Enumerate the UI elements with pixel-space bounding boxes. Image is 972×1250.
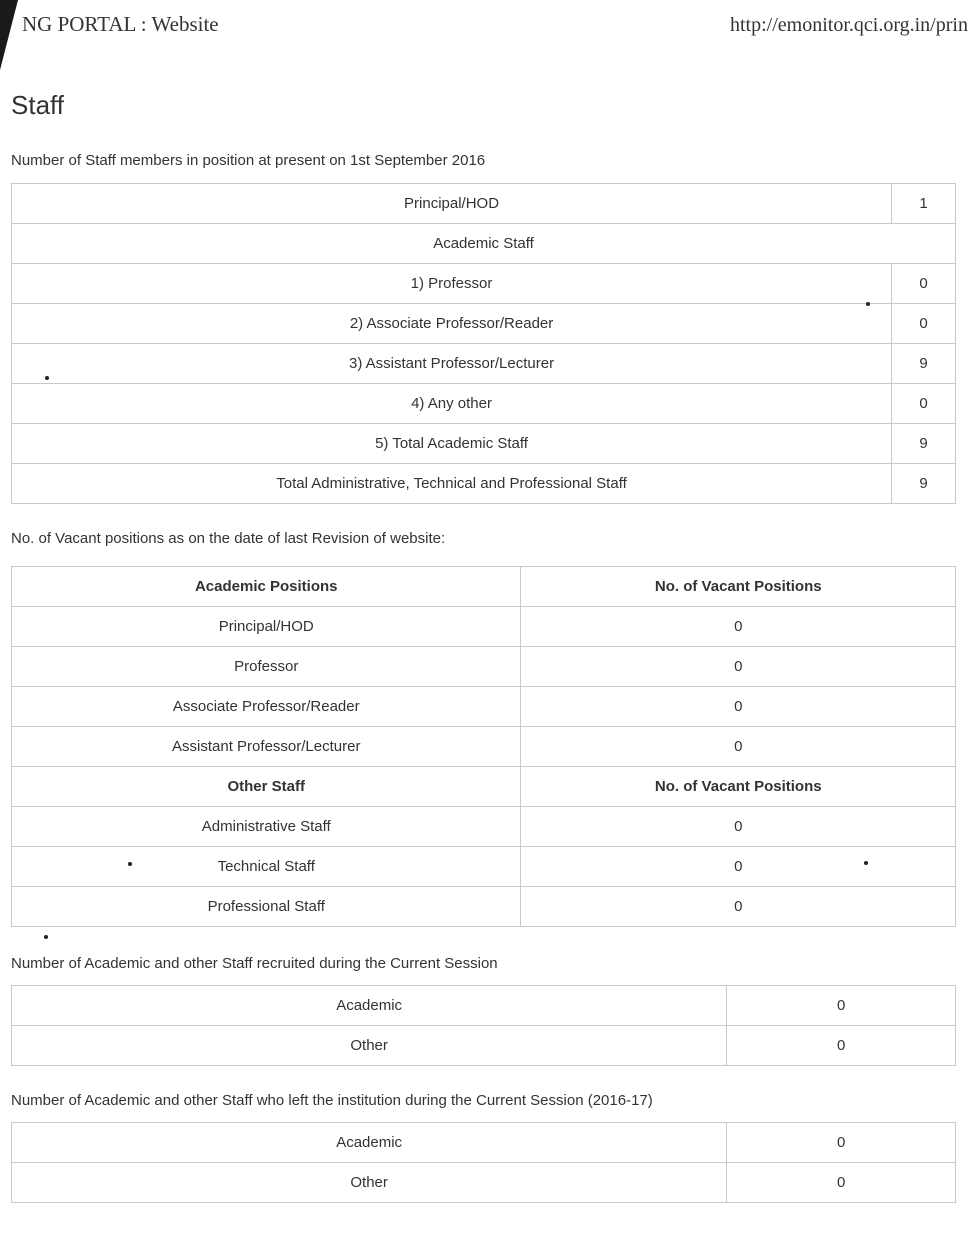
row-value: 0 bbox=[521, 687, 956, 727]
row-label: Academic bbox=[12, 1123, 727, 1163]
table-row bbox=[12, 847, 956, 887]
table-row bbox=[12, 304, 956, 344]
row-label: Academic Staff bbox=[433, 235, 534, 252]
table-header-row bbox=[12, 567, 956, 607]
row-value: 0 bbox=[892, 304, 956, 344]
scan-speck bbox=[864, 861, 868, 865]
table-row bbox=[12, 224, 956, 264]
row-label: Professional Staff bbox=[12, 887, 521, 927]
scan-speck bbox=[44, 935, 48, 939]
table-row bbox=[12, 1163, 956, 1203]
academic-positions-header: Academic Positions bbox=[12, 567, 521, 607]
vacant-positions-table bbox=[11, 566, 956, 927]
row-label: Academic bbox=[12, 986, 727, 1026]
scan-speck bbox=[45, 376, 49, 380]
left-institution-table bbox=[11, 1122, 956, 1203]
table-row bbox=[12, 264, 956, 304]
table-row bbox=[12, 464, 956, 504]
row-value: 0 bbox=[892, 384, 956, 424]
table-row bbox=[12, 887, 956, 927]
row-label: Assistant Professor/Lecturer bbox=[12, 727, 521, 767]
row-label: Technical Staff bbox=[12, 847, 521, 887]
row-value: 0 bbox=[727, 1026, 956, 1066]
recruited-caption: Number of Academic and other Staff recruited during the Current Session bbox=[11, 955, 498, 972]
scan-speck bbox=[866, 302, 870, 306]
left-institution-caption: Number of Academic and other Staff who left the institution during the Current Session (2016-17) bbox=[11, 1092, 653, 1109]
row-label: 4) Any other bbox=[12, 384, 892, 424]
row-value: 0 bbox=[727, 986, 956, 1026]
table-row bbox=[12, 1026, 956, 1066]
table-header-row bbox=[12, 767, 956, 807]
header-portal-text: NG PORTAL : Website bbox=[22, 12, 219, 36]
row-label: 1) Professor bbox=[12, 264, 892, 304]
row-label: Professor bbox=[12, 647, 521, 687]
row-value: 0 bbox=[727, 1163, 956, 1203]
row-value: 9 bbox=[892, 464, 956, 504]
row-value: 0 bbox=[521, 847, 956, 887]
row-value: 0 bbox=[521, 607, 956, 647]
row-value: 1 bbox=[892, 184, 956, 224]
staff-in-position-table bbox=[11, 183, 956, 504]
row-value: 9 bbox=[892, 424, 956, 464]
recruited-table bbox=[11, 985, 956, 1066]
table-row bbox=[12, 1123, 956, 1163]
row-label: 2) Associate Professor/Reader bbox=[12, 304, 892, 344]
row-value: 9 bbox=[892, 344, 956, 384]
row-label: Administrative Staff bbox=[12, 807, 521, 847]
row-label: 3) Assistant Professor/Lecturer bbox=[12, 344, 892, 384]
row-label: Principal/HOD bbox=[12, 184, 892, 224]
table-row bbox=[12, 986, 956, 1026]
staff-in-position-caption: Number of Staff members in position at present on 1st September 2016 bbox=[11, 152, 486, 169]
table-row bbox=[12, 424, 956, 464]
table-row bbox=[12, 687, 956, 727]
header-url: http://emonitor.qci.org.in/prin bbox=[730, 14, 968, 36]
scan-corner-mark bbox=[0, 0, 18, 70]
row-value: 0 bbox=[521, 887, 956, 927]
other-vacant-positions-header: No. of Vacant Positions bbox=[521, 767, 956, 807]
row-label: Associate Professor/Reader bbox=[12, 687, 521, 727]
academic-staff-heading bbox=[12, 224, 956, 264]
row-value: 0 bbox=[521, 807, 956, 847]
row-value: 0 bbox=[727, 1123, 956, 1163]
table-row bbox=[12, 184, 956, 224]
other-staff-header: Other Staff bbox=[12, 767, 521, 807]
table-row bbox=[12, 727, 956, 767]
row-label: Other bbox=[12, 1026, 727, 1066]
table-row bbox=[12, 807, 956, 847]
row-label: Other bbox=[12, 1163, 727, 1203]
row-value: 0 bbox=[521, 647, 956, 687]
table-row bbox=[12, 647, 956, 687]
table-row bbox=[12, 607, 956, 647]
table-row bbox=[12, 344, 956, 384]
row-label: Principal/HOD bbox=[12, 607, 521, 647]
row-value: 0 bbox=[892, 264, 956, 304]
page-title: Staff bbox=[11, 90, 65, 120]
row-value: 0 bbox=[521, 727, 956, 767]
row-label: 5) Total Academic Staff bbox=[12, 424, 892, 464]
row-label: Total Administrative, Technical and Professional Staff bbox=[12, 464, 892, 504]
table-row bbox=[12, 384, 956, 424]
vacant-positions-caption: No. of Vacant positions as on the date of last Revision of website: bbox=[11, 530, 446, 547]
scan-speck bbox=[128, 862, 132, 866]
vacant-positions-header: No. of Vacant Positions bbox=[521, 567, 956, 607]
